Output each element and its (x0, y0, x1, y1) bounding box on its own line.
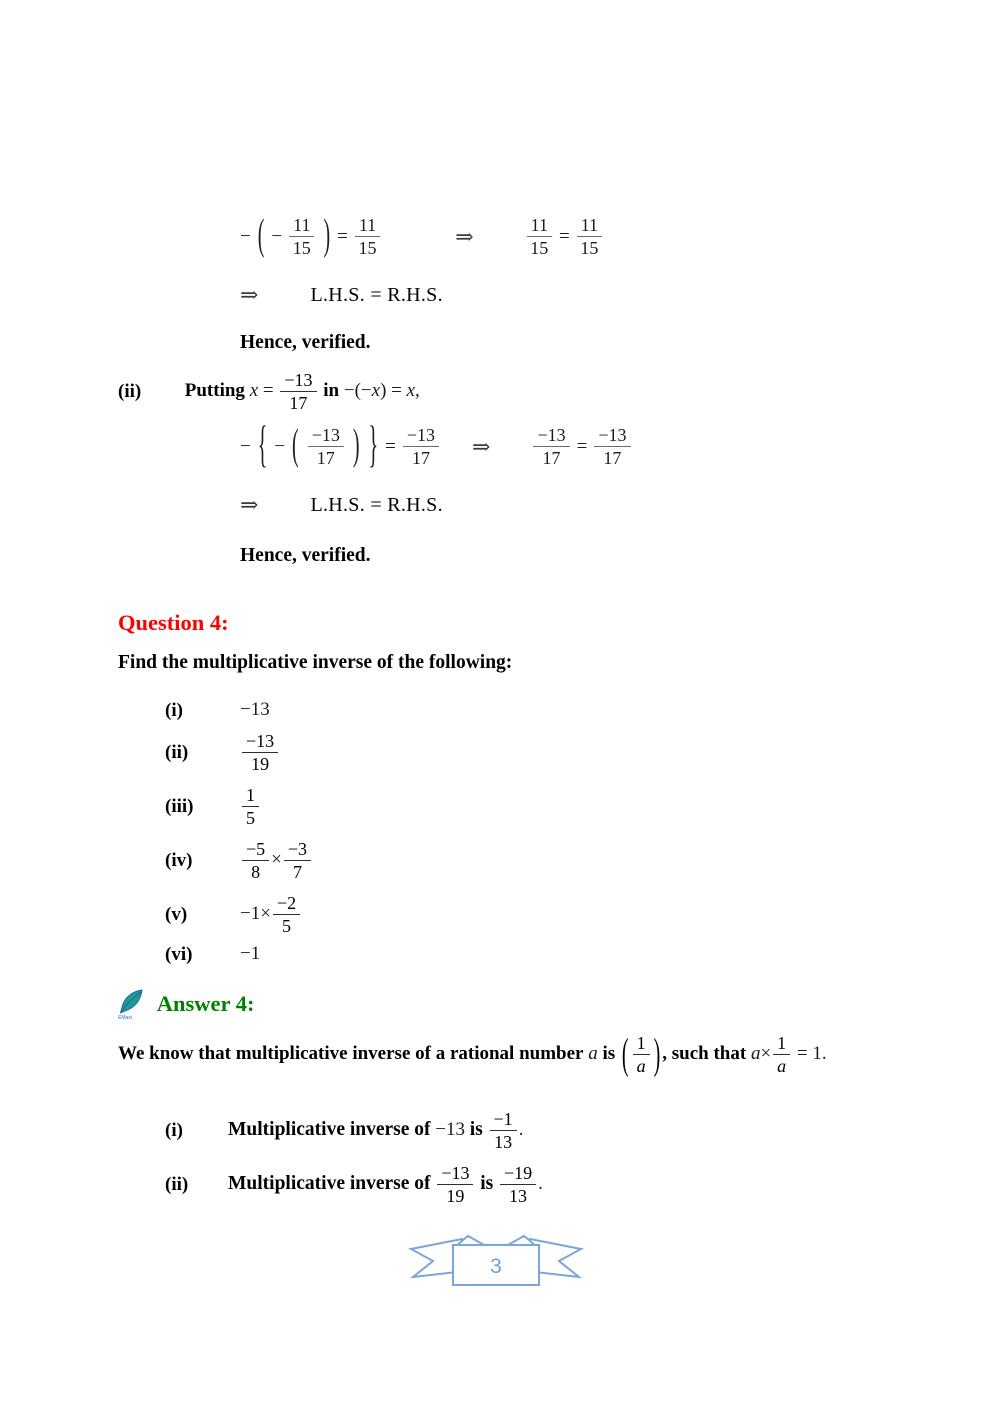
equation-line-2 (240, 417, 633, 474)
item-label: (i) (165, 699, 183, 721)
equals-sign: = (337, 225, 348, 247)
times-sign: × (271, 849, 282, 870)
denominator: 17 (289, 393, 308, 414)
answer-text: Multiplicative inverse of (228, 1119, 431, 1140)
times-sign: × (760, 1043, 772, 1064)
a-variable: a (750, 1043, 761, 1064)
numerator: −5 (242, 839, 269, 861)
equals-sign: = (385, 435, 396, 457)
in-word: in (323, 380, 340, 401)
minus-sign: − (274, 435, 286, 457)
open-brace: { (257, 417, 268, 474)
fraction (577, 215, 602, 258)
denominator: 5 (246, 808, 255, 829)
question-item-i (165, 696, 270, 725)
ribbon-banner-icon (406, 1232, 586, 1294)
answer-text: Multiplicative inverse of (228, 1173, 431, 1194)
denominator: 15 (292, 238, 311, 259)
denominator: a (777, 1056, 787, 1077)
implies-arrow: ⇒ (240, 282, 259, 307)
value: −13 (435, 1119, 466, 1140)
numerator: −3 (284, 839, 311, 861)
denominator: 5 (282, 916, 292, 937)
numerator: −13 (308, 425, 344, 447)
equals-sign: = (262, 380, 274, 401)
numerator: 11 (289, 215, 314, 237)
item-label: (vi) (165, 943, 193, 965)
equals-sign: = (558, 225, 570, 247)
numerator: −1 (490, 1109, 517, 1131)
equals-one: = 1. (796, 1043, 827, 1064)
period: . (538, 1173, 543, 1194)
lhs-rhs-line-2 (240, 492, 443, 518)
part-label: (ii) (118, 380, 142, 402)
denominator: 8 (251, 862, 261, 883)
item-label: (v) (165, 903, 188, 925)
item-label: (iv) (165, 849, 193, 871)
item-label: (ii) (165, 1173, 189, 1195)
item-prefix: −1× (240, 903, 271, 924)
a-variable: a (588, 1043, 598, 1064)
answer-intro (118, 1028, 978, 1081)
minus-sign: − (240, 225, 251, 247)
question-item-ii (165, 726, 280, 779)
is-word: is (469, 1119, 483, 1140)
denominator: a (636, 1056, 646, 1077)
x-variable: x (406, 380, 416, 401)
close-paren: ) (653, 1030, 661, 1079)
denominator: 15 (358, 238, 377, 259)
denominator: 13 (509, 1186, 528, 1207)
quill-logo-icon (116, 988, 146, 1020)
fraction (773, 1033, 790, 1076)
fraction (284, 839, 311, 882)
denominator: 13 (494, 1132, 513, 1153)
equation-line-1 (240, 211, 604, 260)
numerator: −13 (594, 425, 630, 447)
fraction (527, 215, 552, 258)
minus-sign: − (271, 225, 283, 247)
question-item-vi (165, 940, 260, 969)
item-value: −1 (240, 943, 261, 964)
denominator: 15 (530, 238, 549, 259)
page-number-ribbon (406, 1232, 586, 1300)
denominator: 15 (580, 238, 599, 259)
answer-item-ii (165, 1160, 543, 1209)
numerator: −13 (403, 425, 439, 447)
denominator: 17 (316, 448, 335, 469)
fraction (633, 1033, 650, 1076)
close-brace: } (368, 417, 379, 474)
denominator: 19 (251, 754, 270, 775)
hence-verified-2: Hence, verified. (240, 545, 371, 566)
comma: , (415, 380, 420, 401)
minus-sign: − (240, 435, 251, 457)
fraction (437, 1163, 473, 1206)
numerator: −13 (242, 731, 278, 753)
answer-title: Answer 4: (156, 991, 255, 1016)
numerator: −19 (500, 1163, 536, 1185)
denominator: 17 (542, 448, 561, 469)
fraction (308, 425, 344, 468)
fraction (533, 425, 569, 468)
putting-row (118, 365, 420, 418)
lhs-rhs-text: L.H.S. = R.H.S. (310, 493, 443, 516)
item-value: −13 (240, 699, 270, 720)
page-number: 3 (490, 1255, 502, 1278)
question-item-iv (165, 834, 313, 887)
numerator: 11 (355, 215, 380, 237)
question-item-v (165, 888, 302, 941)
x-variable: x (371, 380, 381, 401)
is-word: is (602, 1043, 616, 1064)
fraction (289, 215, 314, 258)
fraction (500, 1163, 536, 1206)
implies-arrow: ⇒ (455, 223, 474, 249)
fraction (355, 215, 380, 258)
hence-verified-1: Hence, verified. (240, 332, 371, 353)
lhs-rhs-line-1 (240, 282, 443, 308)
implies-arrow: ⇒ (472, 433, 491, 459)
numerator: 1 (242, 785, 259, 807)
numerator: −2 (273, 893, 300, 915)
denominator: 17 (603, 448, 622, 469)
question-prompt: Find the multiplicative inverse of the following: (118, 652, 513, 673)
denominator: 7 (292, 862, 302, 883)
item-label: (iii) (165, 795, 194, 817)
close-paren: ) (352, 421, 360, 470)
fraction (490, 1109, 517, 1152)
numerator: 11 (527, 215, 552, 237)
intro-text: We know that multiplicative inverse of a rational number (118, 1043, 584, 1064)
numerator: 1 (773, 1033, 790, 1055)
answer-item-i (165, 1106, 523, 1155)
putting-word: Putting (184, 380, 245, 401)
fraction (280, 370, 316, 413)
numerator: 1 (633, 1033, 650, 1055)
denominator: 19 (446, 1186, 465, 1207)
identity-prefix: −(− (343, 380, 372, 401)
equals-sign: = (576, 435, 588, 457)
numerator: 11 (577, 215, 602, 237)
numerator: −13 (280, 370, 316, 392)
fraction (242, 785, 259, 828)
open-paren: ( (257, 211, 265, 260)
numerator: −13 (437, 1163, 473, 1185)
question-title: Question 4: (118, 610, 229, 635)
logo-text: EMaxi (118, 1015, 132, 1020)
fraction (242, 839, 269, 882)
question-item-iii (165, 780, 261, 833)
fraction (273, 893, 300, 936)
answer-title-row (116, 988, 254, 1020)
implies-arrow: ⇒ (240, 492, 259, 517)
is-word: is (480, 1173, 494, 1194)
item-label: (i) (165, 1119, 183, 1141)
open-paren: ( (292, 421, 299, 470)
lhs-rhs-text: L.H.S. = R.H.S. (310, 283, 443, 306)
denominator: 17 (411, 448, 430, 469)
fraction (594, 425, 630, 468)
fraction (403, 425, 439, 468)
identity-equals: ) = (380, 380, 407, 401)
item-label: (ii) (165, 741, 189, 763)
close-paren: ) (323, 211, 331, 260)
such-that-text: , such that (662, 1043, 747, 1064)
period: . (518, 1119, 524, 1140)
open-paren: ( (621, 1030, 629, 1079)
fraction (242, 731, 278, 774)
numerator: −13 (533, 425, 569, 447)
x-variable: x (249, 380, 259, 401)
